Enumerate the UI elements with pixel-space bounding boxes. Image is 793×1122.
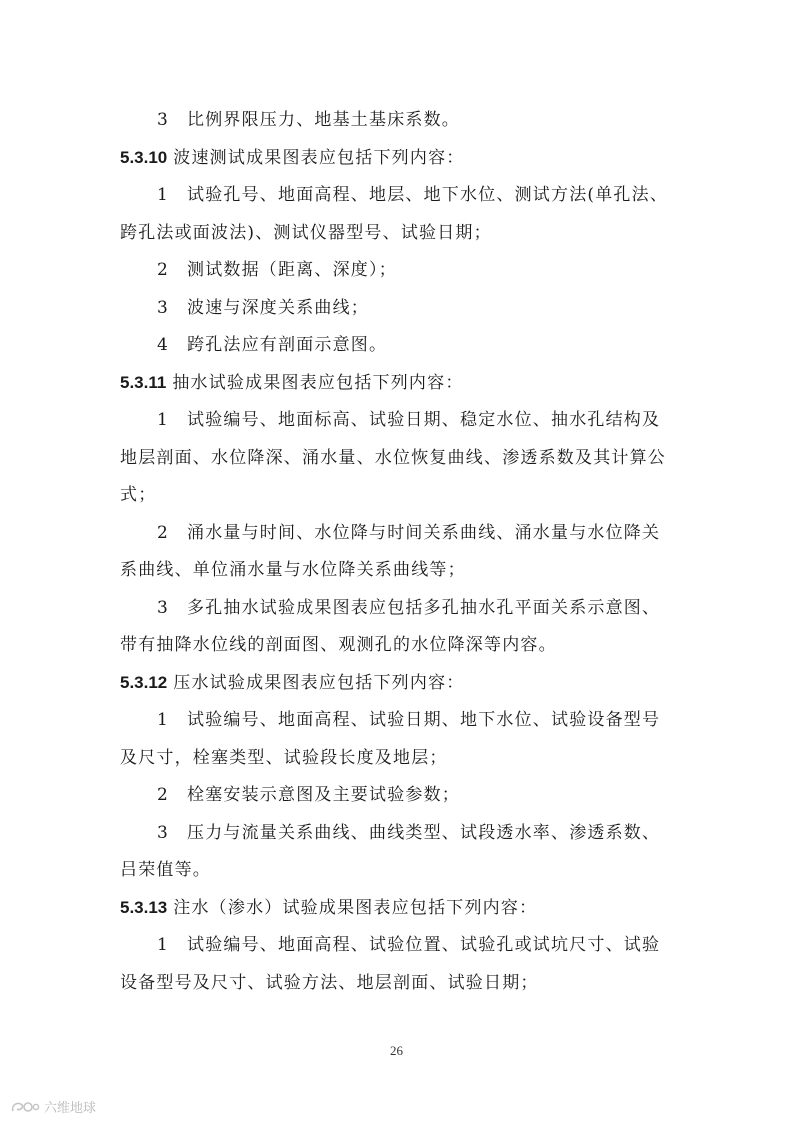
line-text: 测试数据（距离、深度）； [187,260,397,280]
line-text: 压水试验成果图表应包括下列内容： [173,673,465,693]
continuation-line [120,860,211,880]
line-text: 栓塞安装示意图及主要试验参数； [187,785,460,805]
list-item [157,298,369,318]
section-number: 5.3.13 [120,898,168,917]
item-number: 2 [157,260,168,280]
line-text: 多孔抽水试验成果图表应包括多孔抽水孔平面关系示意图、 [187,598,661,618]
page-number: 26 [390,1043,403,1058]
line-text: 及尺寸，栓塞类型、试验段长度及地层； [120,748,448,768]
item-number: 1 [157,185,168,205]
line-text: 跨孔法或面波法)、测试仪器型号、试验日期； [120,223,492,243]
line-text: 设备型号及尺寸、试验方法、地层剖面、试验日期； [120,973,539,993]
list-item [157,935,660,955]
line-text: 注水（渗水）试验成果图表应包括下列内容： [173,898,538,918]
section-number: 5.3.10 [120,148,168,167]
line-text: 试验编号、地面高程、试验位置、试验孔或试坑尺寸、试验 [187,935,661,955]
line-text: 抽水试验成果图表应包括下列内容： [172,373,464,393]
line-text: 带有抽降水位线的剖面图、观测孔的水位降深等内容。 [120,635,557,655]
list-item [157,110,460,130]
continuation-line [120,560,466,580]
watermark [10,1097,96,1116]
line-text: 系曲线、单位涌水量与水位降关系曲线等； [120,560,466,580]
item-number: 1 [157,410,168,430]
line-text: 试验孔号、地面高程、地层、地下水位、测试方法(单孔法、 [187,185,669,205]
section-heading [120,898,537,918]
line-text: 涌水量与时间、水位降与时间关系曲线、涌水量与水位降关 [187,523,661,543]
continuation-line [120,973,539,993]
list-item [157,335,387,355]
list-item [157,710,660,730]
continuation-line [120,448,666,468]
line-text: 试验编号、地面标高、试验日期、稳定水位、抽水孔结构及 [187,410,661,430]
line-text: 跨孔法应有剖面示意图。 [187,335,388,355]
line-text: 波速与深度关系曲线； [187,298,369,318]
item-number: 3 [157,823,168,843]
continuation-line [120,635,557,655]
line-text: 波速测试成果图表应包括下列内容： [173,148,465,168]
list-item [157,785,460,805]
line-text: 式； [120,485,157,505]
list-item [157,260,397,280]
list-item [157,523,660,543]
watermark-text: 六维地球 [44,1101,97,1116]
watermark-logo-icon [10,1099,40,1115]
item-number: 3 [157,598,168,618]
list-item [157,185,668,205]
list-item [157,598,660,618]
section-heading [120,373,464,393]
line-text: 地层剖面、水位降深、涌水量、水位恢复曲线、渗透系数及其计算公 [120,448,666,468]
section-number: 5.3.11 [120,373,167,392]
continuation-line [120,748,448,768]
item-number: 2 [157,785,168,805]
item-number: 1 [157,710,168,730]
continuation-line [120,485,156,505]
section-number: 5.3.12 [120,673,168,692]
item-number: 3 [157,110,168,130]
section-heading [120,148,464,168]
list-item [157,823,660,843]
line-text: 吕荣值等。 [120,860,211,880]
item-number: 4 [157,335,168,355]
continuation-line [120,223,492,243]
item-number: 3 [157,298,168,318]
list-item [157,410,660,430]
item-number: 2 [157,523,168,543]
line-text: 试验编号、地面高程、试验日期、地下水位、试验设备型号 [187,710,661,730]
item-number: 1 [157,935,168,955]
section-heading [120,673,464,693]
line-text: 比例界限压力、地基土基床系数。 [187,110,460,130]
line-text: 压力与流量关系曲线、曲线类型、试段透水率、渗透系数、 [187,823,661,843]
